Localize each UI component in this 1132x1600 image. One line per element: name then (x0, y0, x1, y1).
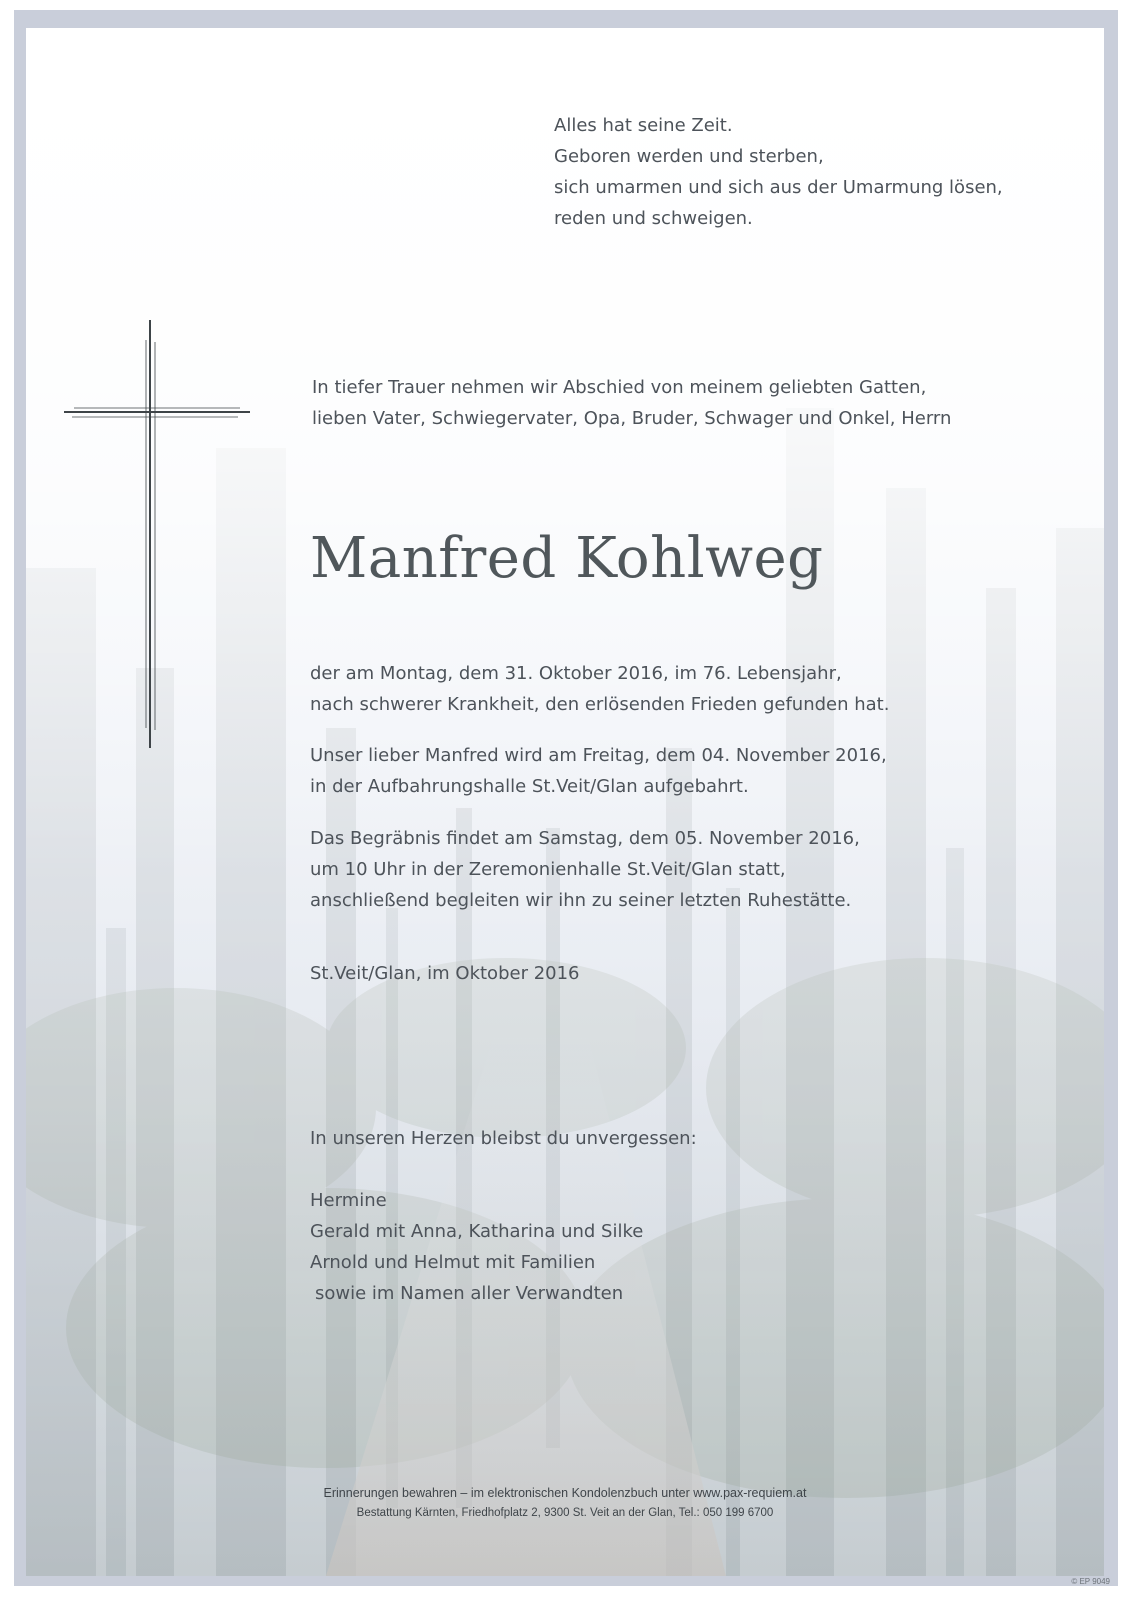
cross-icon (62, 318, 252, 750)
poem-line: reden und schweigen. (554, 208, 753, 229)
footer-funeral-home: Bestattung Kärnten, Friedhofplatz 2, 9300 St. Veit an der Glan, Tel.: 050 199 6700 (356, 1507, 774, 1519)
deceased-name: Manfred Kohlweg (310, 526, 824, 591)
viewing-line: in der Aufbahrungshalle St.Veit/Glan aufgebahrt. (310, 776, 749, 797)
forest-background (26, 28, 1104, 1576)
funeral-line: Das Begräbnis findet am Samstag, dem 05. November 2016, (310, 828, 860, 849)
place-date: St.Veit/Glan, im Oktober 2016 (310, 963, 580, 984)
poem-verse (554, 110, 1003, 234)
funeral-notice (310, 823, 860, 916)
intro-text (312, 372, 951, 434)
poem-line: sich umarmen und sich aus der Umarmung lösen, (554, 177, 1003, 198)
viewing-notice (310, 740, 887, 802)
funeral-line: um 10 Uhr in der Zeremonienhalle St.Veit/Glan statt, (310, 859, 786, 880)
death-notice (310, 658, 889, 720)
viewing-line: Unser lieber Manfred wird am Freitag, dem 04. November 2016, (310, 745, 887, 766)
funeral-line: anschließend begleiten wir ihn zu seiner letzten Ruhestätte. (310, 890, 852, 911)
intro-line: lieben Vater, Schwiegervater, Opa, Bruder, Schwager und Onkel, Herrn (312, 408, 952, 429)
mourner-item: Hermine (310, 1190, 387, 1211)
mourners-list (310, 1185, 643, 1309)
mourner-item: Arnold und Helmut mit Familien (310, 1252, 596, 1273)
obituary-page (26, 28, 1104, 1576)
poem-line: Alles hat seine Zeit. (554, 115, 733, 136)
form-code: © EP 9049 (1071, 1577, 1110, 1586)
death-notice-line: der am Montag, dem 31. Oktober 2016, im 76. Lebensjahr, (310, 663, 842, 684)
intro-line: In tiefer Trauer nehmen wir Abschied von meinem geliebten Gatten, (312, 377, 927, 398)
death-notice-line: nach schwerer Krankheit, den erlösenden Frieden gefunden hat. (310, 694, 890, 715)
footer-condolence-book: Erinnerungen bewahren – im elektronischen Kondolenzbuch unter www.pax-requiem.at (323, 1486, 807, 1500)
mourner-item: sowie im Namen aller Verwandten (315, 1283, 624, 1304)
mourner-item: Gerald mit Anna, Katharina und Silke (310, 1221, 644, 1242)
poem-line: Geboren werden und sterben, (554, 146, 824, 167)
remembrance-line: In unseren Herzen bleibst du unvergessen: (310, 1128, 697, 1149)
